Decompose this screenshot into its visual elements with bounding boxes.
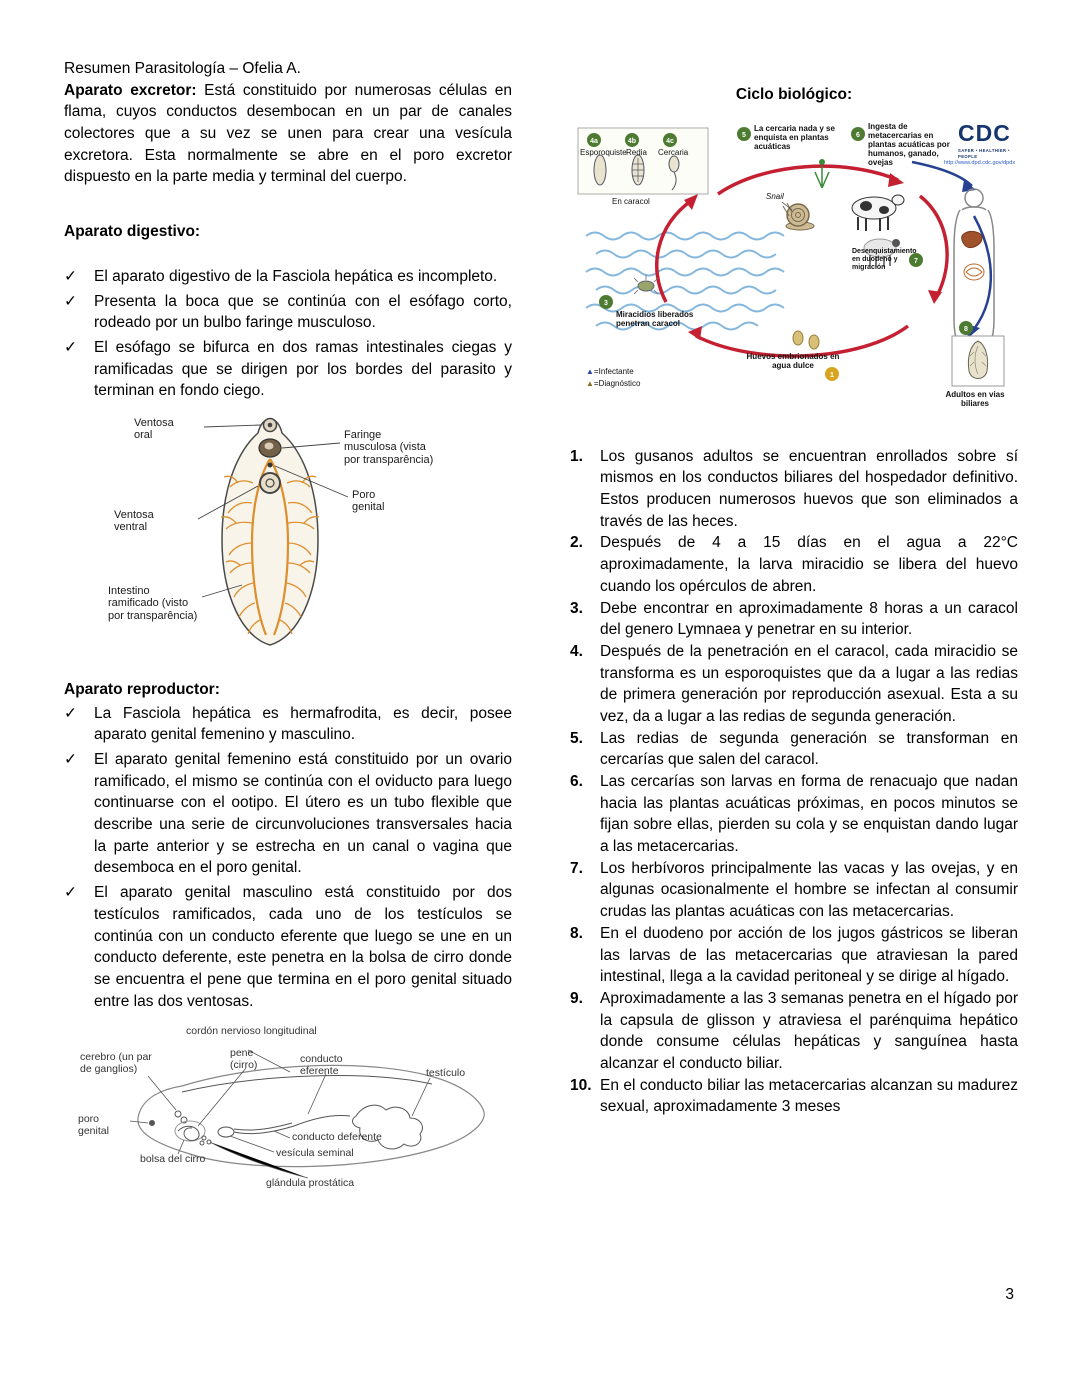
list-item: [64, 749, 512, 879]
checkmark-icon: ✓: [64, 292, 77, 310]
label-poro-genital: poro genital: [78, 1113, 109, 1137]
bullet-text: El esófago se bifurca en dos ramas intestinales ciegas y ramificadas que se dirigen por los bordes del parasito y terminan en fondo ciego.: [94, 338, 512, 400]
list-item: [570, 988, 1018, 1075]
step-number: 8.: [570, 924, 583, 942]
list-item: [64, 703, 512, 746]
checkmark-icon: ✓: [64, 267, 77, 285]
doc-title: Resumen Parasitología – Ofelia A.: [64, 60, 301, 77]
circle-8: 8: [964, 325, 968, 333]
label-miracidios: Miracidios liberados penetran caracol: [616, 309, 694, 328]
list-item: [570, 1075, 1018, 1118]
circle-7: 7: [914, 257, 918, 265]
checkmark-icon: ✓: [64, 704, 77, 722]
bullet-text: Presenta la boca que se continúa con el esófago corto, rodeado por un bulbo faringe musculoso.: [94, 292, 512, 332]
step-text: Las cercarías son larvas en forma de renacuajo que nadan hacia las plantas acuáticas próximas, en pocos minutos se fijan sobre ellas, pierden su cola y se enquistan dando lugar a las metacercarias.: [600, 773, 1018, 856]
oral-sucker-center: [268, 423, 273, 428]
circle-4c: 4c: [666, 137, 674, 145]
legend-diagnostico-text: =Diagnóstico: [593, 378, 641, 388]
label-cordon-nervioso: cordón nervioso longitudinal: [186, 1025, 317, 1038]
step-number: 10.: [570, 1076, 592, 1094]
step-text: Debe encontrar en aproximadamente 8 horas a un caracol del genero Lymnaea y penetrar en su interior.: [600, 599, 1018, 639]
circle-4b: 4b: [627, 137, 637, 145]
diagnostico-triangle-icon: ▲: [586, 378, 594, 388]
step-text: Los gusanos adultos se encuentran enrollados sobre sí mismos en los conductos biliares del hospedador definitivo. Estos producen numerosos huevos que son eliminados a través de las heces.: [600, 447, 1018, 530]
circle-3: 3: [604, 299, 608, 307]
label-faringe: Faringe musculosa (vista por transparência): [344, 428, 434, 466]
label-en-caracol: En caracol: [612, 196, 650, 206]
right-column: [570, 58, 1018, 1198]
step-text: Las redias de segunda generación se transforman en cercarías que salen del caracol.: [600, 729, 1018, 769]
cdc-logo: CDC: [958, 119, 1011, 146]
label-glandula-prostatica: glándula prostática: [266, 1177, 355, 1190]
stage-label-redia: Redia: [626, 147, 647, 157]
step-number: 4.: [570, 642, 583, 660]
list-item: [64, 291, 512, 334]
list-item: [570, 598, 1018, 641]
bullet-text: La Fasciola hepática es hermafrodita, es decir, posee aparato genital femenino y masculino.: [94, 704, 512, 744]
legend-diagnostico: [586, 378, 640, 389]
list-item: [570, 858, 1018, 923]
label-conducto-deferente: conducto deferente: [292, 1131, 382, 1144]
metacercaria-icon: [819, 159, 825, 165]
list-item: [570, 641, 1018, 728]
checkmark-icon: ✓: [64, 884, 77, 902]
excretor-paragraph: [64, 80, 512, 188]
list-item: [64, 337, 512, 402]
miracidium-icon: [634, 275, 658, 294]
label-pene: pene (cirro): [230, 1047, 258, 1071]
excretor-lead: Aparato excretor:: [64, 81, 197, 99]
circle-1: 1: [830, 371, 834, 379]
label-vesicula-seminal: vesícula seminal: [276, 1147, 354, 1160]
circle-5: 5: [742, 131, 746, 139]
cdc-logo-tagline: SAFER • HEALTHIER • PEOPLE: [958, 147, 1010, 159]
label-cerebro: cerebro (un par de ganglios): [80, 1051, 152, 1075]
label-huevos: Huevos embrionados en agua dulce: [746, 351, 840, 370]
step-number: 6.: [570, 773, 583, 790]
reproductor-heading: Aparato reproductor:: [64, 680, 220, 698]
list-item: [570, 446, 1018, 533]
egg-icons: [793, 331, 819, 349]
stage-label-cercaria: Cercaria: [658, 147, 689, 157]
step-text: En el conducto biliar las metacercarias alcanzan su madurez sexual, aproximadamente 3 meses: [600, 1076, 1018, 1116]
lifecycle-steps-list: [570, 446, 1018, 1118]
host-arrowheads: [962, 180, 980, 338]
step-number: 3.: [570, 599, 583, 617]
step-number: 1.: [570, 447, 583, 465]
list-item: [570, 923, 1018, 988]
pharynx-highlight: [265, 442, 274, 449]
left-column: [64, 58, 512, 1198]
host-arrows-blue: [912, 162, 991, 334]
label-testiculo: testículo: [426, 1067, 466, 1080]
list-item: [570, 728, 1018, 771]
label-ventosa-ventral: Ventosa ventral: [114, 508, 154, 534]
step-text: Los herbívoros principalmente las vacas y las ovejas, y en algunas ocasionalmente el hombre se infectan al consumir crudas las plantas acuáticas con las metacercarias.: [600, 859, 1018, 921]
checkmark-icon: ✓: [64, 338, 77, 356]
circle-4a: 4a: [590, 137, 598, 145]
digestivo-heading: Aparato digestivo:: [64, 223, 201, 241]
label-conducto-eferente: conducto eferente: [300, 1053, 343, 1077]
label-ingesta-metacercarias: Ingesta de metacercarias en plantas acuáticas por humanos, ganado, ovejas: [868, 121, 950, 168]
label-bolsa-cirro: bolsa del cirro: [140, 1153, 206, 1166]
step-text: Después de la penetración en el caracol, cada miracidio se transforma es un esporoquistes que da a lugar a las redias de primera generación por reproducción asexual. Esta a su vez, da a lugar a las redias de segunda generación.: [600, 642, 1018, 725]
fasciola-anatomy-diagram: [100, 405, 440, 657]
step-number: 7.: [570, 859, 583, 877]
cow-icon: [852, 195, 904, 231]
snail-icon: [783, 203, 814, 230]
label-snail: Snail: [766, 191, 784, 201]
label-desenquistamiento: Desenquistamiento en duodeno y migración: [852, 247, 917, 271]
list-item: [570, 771, 1018, 858]
intestine-icon: [964, 264, 984, 280]
step-number: 5.: [570, 729, 583, 747]
bullet-text: El aparato genital masculino está constituido por dos testículos ramificados, cada uno de los testículos se continúa con un conducto eferente que luego se une en un conducto deferente, este penetra en la bolsa de cirro donde se encuentra el pene que termina en el poro genital situado entre las dos ventosas.: [94, 884, 512, 1010]
step-text: Después de 4 a 15 días en el agua a 22°C aproximadamente, la larva miracidio se libera del huevo cuando los opérculos de abren.: [600, 534, 1018, 595]
checkmark-icon: ✓: [64, 751, 77, 768]
reproductive-system-diagram: [78, 1026, 508, 1198]
step-text: En el duodeno por acción de los jugos gástricos se liberan las larvas de las metacercarias que atraviesan la pared intestinal, llega a la cavidad peritoneal y se dirige al hígado.: [600, 924, 1018, 986]
circle-6: 6: [856, 131, 860, 139]
label-intestino: Intestino ramificado (visto por transparência): [108, 584, 198, 622]
step-number: 2.: [570, 534, 583, 552]
genital-pore: [268, 462, 273, 467]
ventral-sucker: [260, 473, 280, 493]
cdc-lifecycle-figure: [570, 120, 1018, 420]
cdc-url: http://www.dpd.cdc.gov/dpdx: [944, 159, 1016, 166]
infectante-triangle-icon: ▲: [586, 366, 594, 376]
label-poro-genital: Poro genital: [352, 488, 385, 514]
label-adultos-vias-biliares: Adultos en vias biliares: [945, 389, 1005, 408]
stage-label-esporoquiste: Esporoquiste: [580, 147, 627, 157]
step-text: Aproximadamente a las 3 semanas penetra en el hígado por la capsula de glisson y atraviesa el parénquima hepático donde consume células hepáticas y sanguínea hasta alcanzar el conducto biliar.: [600, 989, 1018, 1072]
legend-infectante-text: =Infectante: [593, 366, 634, 376]
ciclo-heading: Ciclo biológico:: [735, 86, 853, 103]
list-item: [64, 882, 512, 1012]
label-cercaria-enquista: La cercaria nada y se enquista en plantas acuáticas: [754, 123, 835, 152]
legend-infectante: [586, 366, 634, 377]
list-item: [64, 266, 512, 288]
bullet-text: El aparato genital femenino está constituido por un ovario ramificado, el mismo se continúa con el oviducto para luego continuarse con el ootipo. El útero es un tubo flexible que describe una serie de circunvoluciones transversales hacia la parte anterior y se estrecha en un canal o vagina que desemboca en el poro genital.: [94, 751, 512, 877]
list-item: [570, 532, 1018, 597]
excretor-text: Está constituido por numerosas células en flama, cuyos conductos desembocan en un par de canales colectores que a su vez se unen para crear una vesícula excretora. Esta normalmente se abre en el poro excretor dispuesto en la parte media y terminal del cuerpo.: [64, 81, 512, 186]
bullet-text: El aparato digestivo de la Fasciola hepática es incompleto.: [94, 267, 498, 285]
page-number: 3: [1005, 1286, 1014, 1303]
liver-icon: [962, 231, 982, 247]
aquatic-plant-icon: [815, 166, 829, 188]
label-ventosa-oral: Ventosa oral: [134, 416, 174, 442]
step-number: 9.: [570, 989, 583, 1007]
